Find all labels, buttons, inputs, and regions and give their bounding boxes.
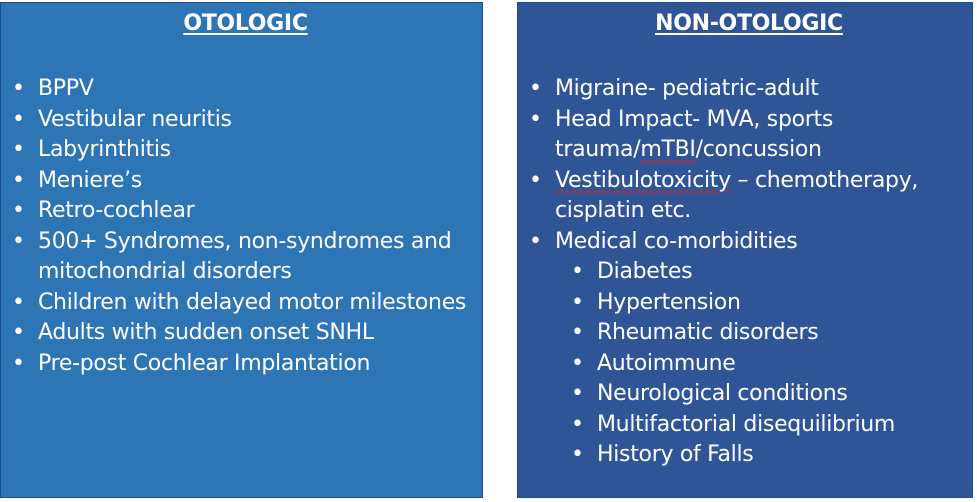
list-item: • Meniere’s [9, 166, 482, 197]
sub-list-item: • Multifactorial disequilibrium [526, 410, 972, 441]
bullet-icon: • [12, 320, 25, 345]
non-otologic-list [526, 74, 972, 471]
spellcheck-flagged-word: mTBI [640, 137, 696, 162]
list-item: • Pre-post Cochlear Implantation [9, 349, 482, 380]
list-item: • Head Impact- MVA, sports trauma/mTBI/concussion [529, 106, 834, 162]
bullet-icon: • [571, 350, 584, 376]
bullet-icon: • [529, 228, 542, 254]
list-item: • BPPV [9, 74, 482, 105]
bullet-icon: • [571, 381, 584, 406]
list-item: • Vestibular neuritis [9, 105, 482, 136]
list-item: • Migraine- pediatric-adult [526, 74, 972, 105]
bullet-icon: • [12, 137, 25, 162]
bullet-icon: • [571, 289, 584, 315]
otologic-heading: OTOLOGIC [183, 11, 308, 36]
bullet-icon: • [529, 106, 542, 132]
bullet-icon: • [571, 259, 584, 284]
otologic-list [9, 74, 482, 379]
list-item: • Adults with sudden onset SNHL [9, 318, 482, 349]
bullet-icon: • [12, 76, 25, 101]
bullet-icon: • [12, 106, 25, 132]
bullet-icon: • [529, 76, 542, 101]
sub-list-item: • Rheumatic disorders [526, 318, 972, 349]
otologic-panel [0, 2, 483, 498]
sub-list-item: • Autoimmune [526, 349, 972, 380]
bullet-icon: • [571, 411, 584, 437]
list-item: • Medical co-morbidities [526, 227, 972, 258]
list-item: • Children with delayed motor milestones [9, 288, 482, 319]
non-otologic-heading: NON-OTOLOGIC [655, 11, 843, 36]
bullet-icon: • [12, 228, 25, 254]
sub-list-item: • Diabetes [526, 257, 972, 288]
sub-list-item: • Hypertension [526, 288, 972, 319]
sub-list-item: • History of Falls [526, 440, 972, 471]
bullet-icon: • [571, 442, 584, 467]
bullet-icon: • [12, 289, 25, 315]
list-item: • Retro-cochlear [9, 196, 482, 227]
spellcheck-flagged-word: Vestibulotoxicity [555, 167, 731, 193]
sub-list-item: • Neurological conditions [526, 379, 972, 410]
bullet-icon: • [12, 198, 25, 223]
list-item: • 500+ Syndromes, non-syndromes and mitochondrial disorders [12, 228, 452, 284]
list-item: • Vestibulotoxicity – chemotherapy, cisplatin etc. [529, 167, 919, 223]
bullet-icon: • [529, 167, 542, 193]
list-item: • Labyrinthitis [9, 135, 482, 166]
bullet-icon: • [12, 350, 25, 376]
bullet-icon: • [12, 167, 25, 193]
bullet-icon: • [571, 320, 584, 345]
non-otologic-panel [517, 2, 973, 498]
